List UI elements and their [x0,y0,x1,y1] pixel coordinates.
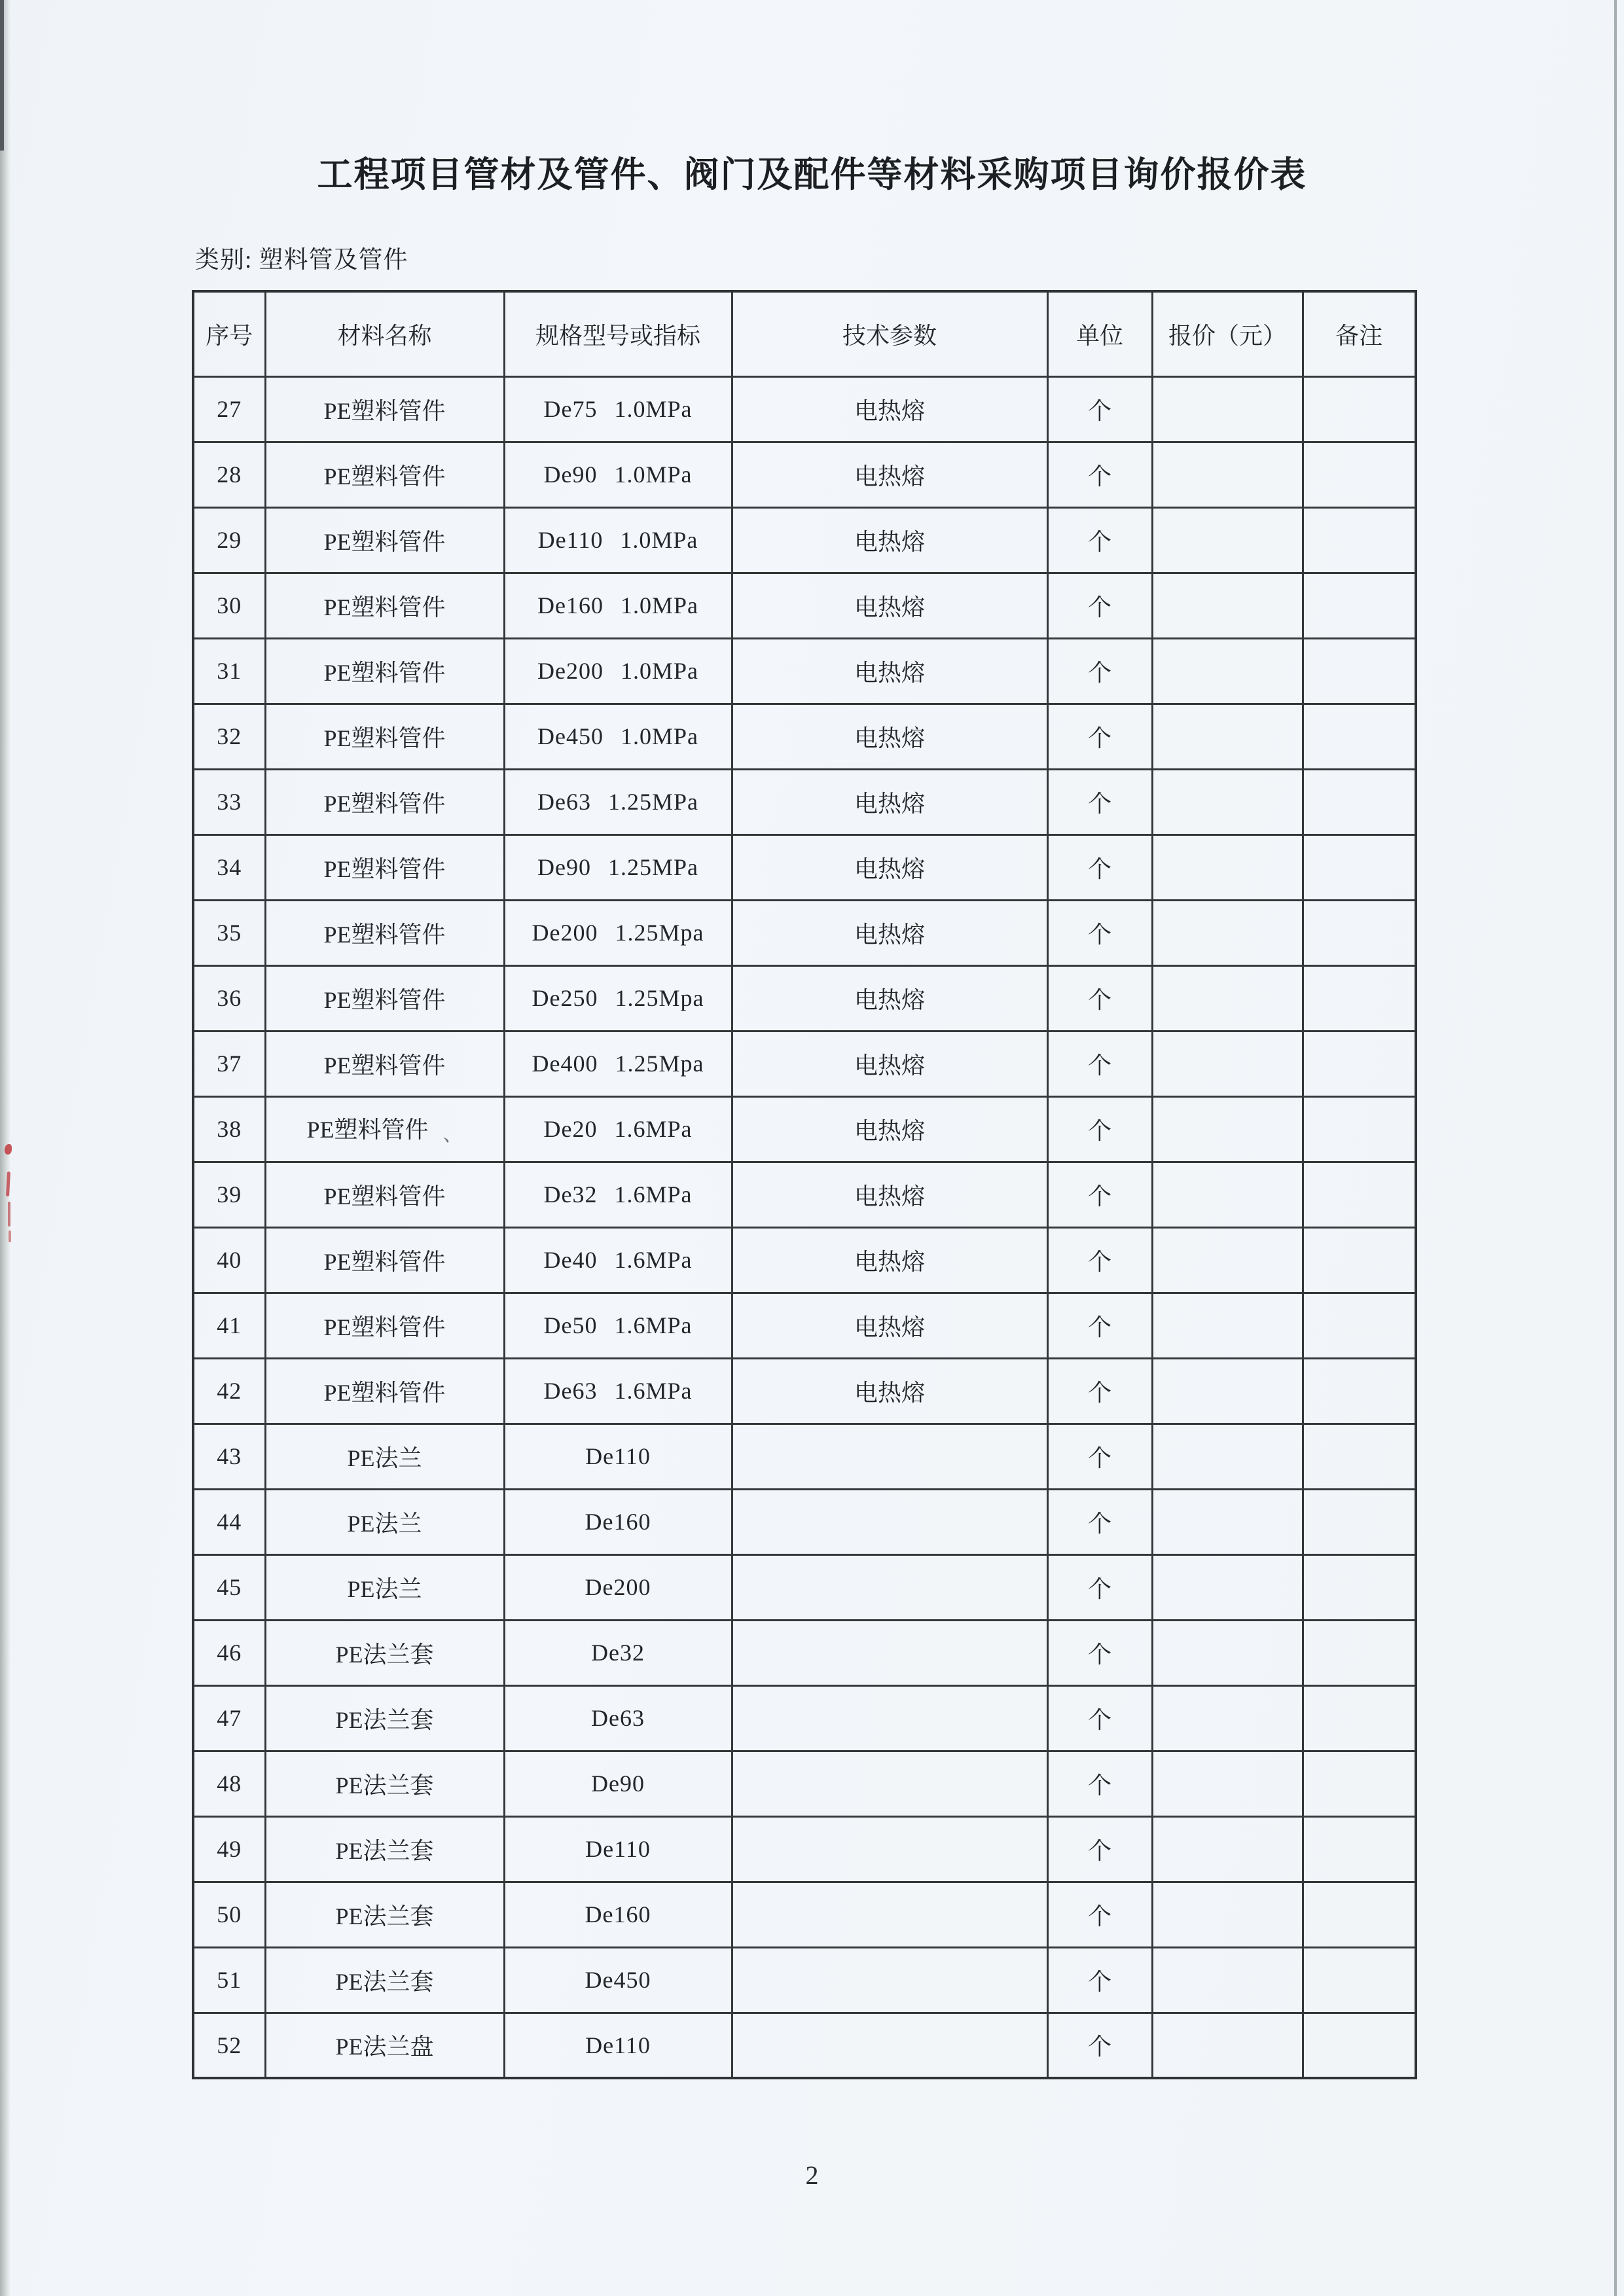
cell-param [732,1620,1047,1685]
cell-price [1152,376,1303,442]
column-header-6: 备注 [1303,291,1416,376]
table-row [193,900,1416,965]
cell-no: 34 [193,834,265,900]
cell-param: 电热熔 [732,442,1047,507]
cell-param [732,1424,1047,1489]
cell-name: PE塑料管件 [265,769,504,834]
cell-unit: 个 [1047,900,1152,965]
cell-param: 电热熔 [732,573,1047,638]
cell-price [1152,1096,1303,1162]
table-row [193,507,1416,573]
cell-remark [1303,1031,1416,1096]
cell-unit: 个 [1047,769,1152,834]
cell-param: 电热熔 [732,1031,1047,1096]
cell-remark [1303,1424,1416,1489]
cell-unit: 个 [1047,1162,1152,1227]
red-pen-mark [8,1202,10,1227]
cell-price [1152,1620,1303,1685]
cell-price [1152,573,1303,638]
table-row [193,442,1416,507]
table-row [193,1816,1416,1882]
cell-remark [1303,1162,1416,1227]
cell-param: 电热熔 [732,376,1047,442]
table-body [193,376,1416,2078]
cell-name: PE塑料管件 [265,900,504,965]
cell-spec: De110 [504,1424,732,1489]
cell-spec: De110 [504,2013,732,2078]
cell-name: PE法兰 [265,1424,504,1489]
cell-price [1152,1424,1303,1489]
cell-name: PE法兰套 [265,1620,504,1685]
cell-remark [1303,573,1416,638]
cell-remark [1303,1816,1416,1882]
cell-name: PE塑料管件 [265,1227,504,1293]
cell-remark [1303,704,1416,769]
cell-remark [1303,507,1416,573]
cell-remark [1303,1554,1416,1620]
cell-unit: 个 [1047,1293,1152,1358]
cell-no: 36 [193,965,265,1031]
cell-param: 电热熔 [732,1162,1047,1227]
table-row [193,573,1416,638]
cell-price [1152,1031,1303,1096]
cell-name: PE塑料管件 [265,1358,504,1424]
cell-price [1152,1685,1303,1751]
cell-spec: De160 1.0MPa [504,573,732,638]
cell-spec: De20 1.6MPa [504,1096,732,1162]
cell-spec: De63 1.6MPa [504,1358,732,1424]
cell-price [1152,1816,1303,1882]
cell-price [1152,1554,1303,1620]
cell-name: PE法兰套 [265,1685,504,1751]
cell-unit: 个 [1047,442,1152,507]
stray-pen-mark: 、 [442,1123,463,1145]
table-row [193,1162,1416,1227]
cell-no: 49 [193,1816,265,1882]
cell-name: PE法兰 [265,1554,504,1620]
cell-param: 电热熔 [732,1227,1047,1293]
table-row [193,965,1416,1031]
table-row [193,1489,1416,1554]
table-row [193,1424,1416,1489]
cell-price [1152,1162,1303,1227]
cell-remark [1303,1489,1416,1554]
cell-unit: 个 [1047,1882,1152,1947]
cell-name: PE塑料管件 [265,507,504,573]
column-header-1: 材料名称 [265,291,504,376]
cell-spec: De90 [504,1751,732,1816]
cell-no: 42 [193,1358,265,1424]
cell-price [1152,1227,1303,1293]
cell-unit: 个 [1047,1947,1152,2013]
table-row [193,1882,1416,1947]
cell-no: 33 [193,769,265,834]
cell-name: PE塑料管件 [265,573,504,638]
cell-price [1152,1358,1303,1424]
cell-param [732,1685,1047,1751]
cell-no: 38 [193,1096,265,1162]
cell-remark [1303,638,1416,704]
cell-no: 35 [193,900,265,965]
cell-unit: 个 [1047,1751,1152,1816]
cell-spec: De200 [504,1554,732,1620]
cell-param [732,1882,1047,1947]
cell-unit: 个 [1047,834,1152,900]
cell-spec: De75 1.0MPa [504,376,732,442]
red-pen-mark [9,1230,11,1242]
cell-unit: 个 [1047,704,1152,769]
cell-name: PE塑料管件 [265,1293,504,1358]
column-header-2: 规格型号或指标 [504,291,732,376]
cell-name: PE法兰盘 [265,2013,504,2078]
cell-price [1152,704,1303,769]
cell-price [1152,769,1303,834]
cell-name: PE法兰套 [265,1882,504,1947]
cell-remark [1303,900,1416,965]
cell-price [1152,638,1303,704]
cell-param: 电热熔 [732,507,1047,573]
page-title: 工程项目管材及管件、阀门及配件等材料采购项目询价报价表 [317,155,1307,194]
cell-remark [1303,376,1416,442]
cell-no: 37 [193,1031,265,1096]
cell-spec: De400 1.25Mpa [504,1031,732,1096]
cell-spec: De90 1.0MPa [504,442,732,507]
cell-price [1152,442,1303,507]
cell-name: PE法兰套 [265,1751,504,1816]
table-row [193,834,1416,900]
cell-no: 43 [193,1424,265,1489]
cell-spec: De110 [504,1816,732,1882]
cell-param: 电热熔 [732,1096,1047,1162]
cell-spec: De160 [504,1489,732,1554]
cell-param: 电热熔 [732,1293,1047,1358]
cell-unit: 个 [1047,1554,1152,1620]
cell-price [1152,1751,1303,1816]
cell-unit: 个 [1047,965,1152,1031]
cell-price [1152,900,1303,965]
cell-remark [1303,1293,1416,1358]
cell-no: 31 [193,638,265,704]
cell-spec: De200 1.0MPa [504,638,732,704]
cell-remark [1303,1751,1416,1816]
table-row [193,1031,1416,1096]
cell-price [1152,1489,1303,1554]
cell-param: 电热熔 [732,638,1047,704]
cell-price [1152,507,1303,573]
cell-spec: De63 [504,1685,732,1751]
cell-spec: De200 1.25Mpa [504,900,732,965]
cell-remark [1303,1358,1416,1424]
table-row [193,1227,1416,1293]
cell-no: 51 [193,1947,265,2013]
column-header-4: 单位 [1047,291,1152,376]
cell-spec: De40 1.6MPa [504,1227,732,1293]
cell-no: 27 [193,376,265,442]
table-row [193,704,1416,769]
cell-unit: 个 [1047,507,1152,573]
table-row [193,1293,1416,1358]
cell-param: 电热熔 [732,1358,1047,1424]
cell-price [1152,965,1303,1031]
cell-param [732,1816,1047,1882]
cell-no: 45 [193,1554,265,1620]
table-row [193,769,1416,834]
column-header-0: 序号 [193,291,265,376]
cell-price [1152,1293,1303,1358]
table-row [193,1096,1416,1162]
cell-name: PE塑料管件 [265,1162,504,1227]
cell-no: 39 [193,1162,265,1227]
cell-spec: De250 1.25Mpa [504,965,732,1031]
cell-param [732,1947,1047,2013]
cell-spec: De63 1.25MPa [504,769,732,834]
cell-remark [1303,1096,1416,1162]
cell-unit: 个 [1047,1816,1152,1882]
page-number: 2 [805,2161,819,2190]
cell-unit: 个 [1047,1489,1152,1554]
table-row [193,1751,1416,1816]
cell-param: 电热熔 [732,900,1047,965]
cell-remark [1303,834,1416,900]
cell-spec: De90 1.25MPa [504,834,732,900]
quotation-table [192,290,1417,2079]
cell-param: 电热熔 [732,834,1047,900]
cell-name: PE塑料管件 [265,834,504,900]
cell-unit: 个 [1047,1031,1152,1096]
table-row [193,2013,1416,2078]
cell-name: PE塑料管件 [265,1031,504,1096]
cell-no: 46 [193,1620,265,1685]
cell-no: 44 [193,1489,265,1554]
cell-remark [1303,1882,1416,1947]
cell-price [1152,1882,1303,1947]
cell-name: PE法兰套 [265,1947,504,2013]
cell-no: 40 [193,1227,265,1293]
cell-price [1152,1947,1303,2013]
cell-name: PE塑料管件 [265,442,504,507]
cell-no: 30 [193,573,265,638]
table-row [193,1685,1416,1751]
cell-no: 32 [193,704,265,769]
cell-unit: 个 [1047,2013,1152,2078]
cell-unit: 个 [1047,1424,1152,1489]
table-row [193,1947,1416,2013]
cell-param [732,1751,1047,1816]
table-row [193,1358,1416,1424]
scan-right-edge-artifact [1614,0,1617,2296]
cell-remark [1303,1227,1416,1293]
cell-remark [1303,442,1416,507]
cell-price [1152,834,1303,900]
cell-unit: 个 [1047,1620,1152,1685]
table-row [193,638,1416,704]
cell-name: PE塑料管件 [265,638,504,704]
cell-param: 电热熔 [732,769,1047,834]
red-pen-mark [5,1144,12,1155]
cell-no: 29 [193,507,265,573]
cell-spec: De450 1.0MPa [504,704,732,769]
cell-unit: 个 [1047,376,1152,442]
cell-name: PE塑料管件 [265,965,504,1031]
cell-remark [1303,769,1416,834]
column-header-5: 报价（元） [1152,291,1303,376]
cell-param [732,2013,1047,2078]
cell-param: 电热熔 [732,704,1047,769]
cell-no: 52 [193,2013,265,2078]
cell-no: 48 [193,1751,265,1816]
table-row [193,376,1416,442]
cell-remark [1303,1685,1416,1751]
cell-name: PE塑料管件 [265,704,504,769]
cell-price [1152,2013,1303,2078]
cell-name: PE法兰套 [265,1816,504,1882]
cell-remark [1303,1620,1416,1685]
cell-unit: 个 [1047,573,1152,638]
cell-remark [1303,1947,1416,2013]
cell-remark [1303,965,1416,1031]
cell-spec: De32 1.6MPa [504,1162,732,1227]
scan-left-edge-dark-artifact [0,0,4,151]
table-header-row [193,291,1416,376]
table-row [193,1620,1416,1685]
cell-no: 47 [193,1685,265,1751]
cell-remark [1303,2013,1416,2078]
cell-param [732,1489,1047,1554]
cell-no: 28 [193,442,265,507]
cell-name: PE塑料管件 [265,376,504,442]
cell-unit: 个 [1047,1685,1152,1751]
category-label: 类别: 塑料管及管件 [195,247,408,274]
cell-no: 41 [193,1293,265,1358]
cell-name: PE法兰 [265,1489,504,1554]
cell-spec: De32 [504,1620,732,1685]
table-row [193,1554,1416,1620]
cell-unit: 个 [1047,1358,1152,1424]
cell-param [732,1554,1047,1620]
cell-unit: 个 [1047,1096,1152,1162]
cell-spec: De160 [504,1882,732,1947]
cell-unit: 个 [1047,638,1152,704]
cell-param: 电热熔 [732,965,1047,1031]
cell-spec: De50 1.6MPa [504,1293,732,1358]
column-header-3: 技术参数 [732,291,1047,376]
cell-name: PE塑料管件 、 [265,1096,504,1162]
cell-unit: 个 [1047,1227,1152,1293]
cell-no: 50 [193,1882,265,1947]
cell-spec: De110 1.0MPa [504,507,732,573]
cell-spec: De450 [504,1947,732,2013]
